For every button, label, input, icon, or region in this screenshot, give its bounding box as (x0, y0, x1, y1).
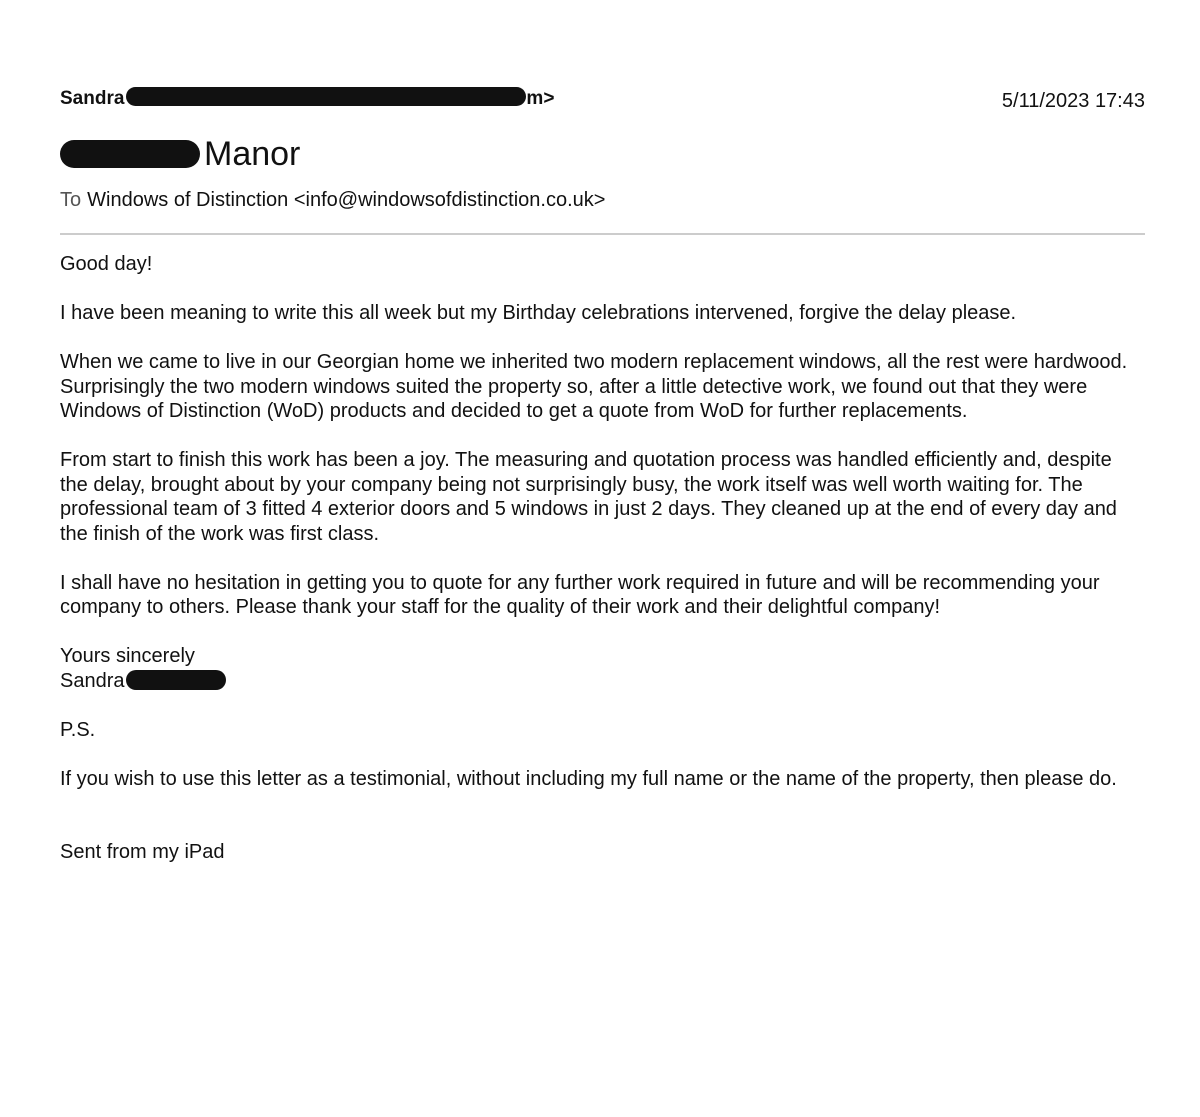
email-message (60, 88, 1145, 889)
greeting: Good day! (60, 253, 153, 275)
body-paragraph: I have been meaning to write this all week but my Birthday celebrations intervened, forgive the delay please. (60, 302, 1017, 324)
sign-off (60, 644, 1145, 693)
email-subject (60, 134, 1145, 174)
email-body (60, 252, 1145, 864)
sender-line (60, 88, 554, 110)
email-footer: Sent from my iPad (60, 840, 225, 863)
body-paragraph: When we came to live in our Georgian home we inherited two modern replacement windows, all the rest were hardwood. Surprisingly the two modern windows suited the property so, after a little detective work, we found out that they were Windows of Distinction (WoD) products and decided to get a quote from WoD for further replacements. (60, 351, 1128, 422)
ps-label: P.S. (60, 718, 96, 741)
signature-redaction (126, 670, 226, 690)
header-divider (60, 233, 1145, 235)
sender-suffix: m> (526, 88, 555, 109)
sender-name: Sandra (60, 88, 125, 109)
subject-redaction (60, 140, 200, 168)
recipient-value: Windows of Distinction <info@windowsofdistinction.co.uk> (87, 189, 606, 211)
sent-date: 5/11/2023 17:43 (1001, 90, 1145, 112)
sender-redaction (126, 87, 526, 106)
email-header (60, 88, 1145, 118)
to-label: To (60, 189, 82, 211)
spacer (60, 816, 1145, 840)
body-paragraph: I shall have no hesitation in getting you to quote for any further work required in future and will be recommending your company to others. Please thank your staff for the quality of their work and their delightful company! (60, 571, 1100, 618)
closing: Yours sincerely (60, 645, 195, 667)
body-paragraph: From start to finish this work has been a joy. The measuring and quotation process was handled efficiently and, despite the delay, brought about by your company being not surprisingly busy, the work itself was well worth waiting for. The professional team of 3 fitted 4 exterior doors and 5 windows in just 2 days. They cleaned up at the end of every day and the finish of the work was first class. (60, 449, 1117, 545)
recipient-line (60, 187, 1145, 213)
ps-paragraph: If you wish to use this letter as a testimonial, without including my full name or the name of the property, then please do. (60, 767, 1117, 790)
signature-name: Sandra (60, 669, 125, 692)
subject-text: Manor (204, 135, 301, 173)
